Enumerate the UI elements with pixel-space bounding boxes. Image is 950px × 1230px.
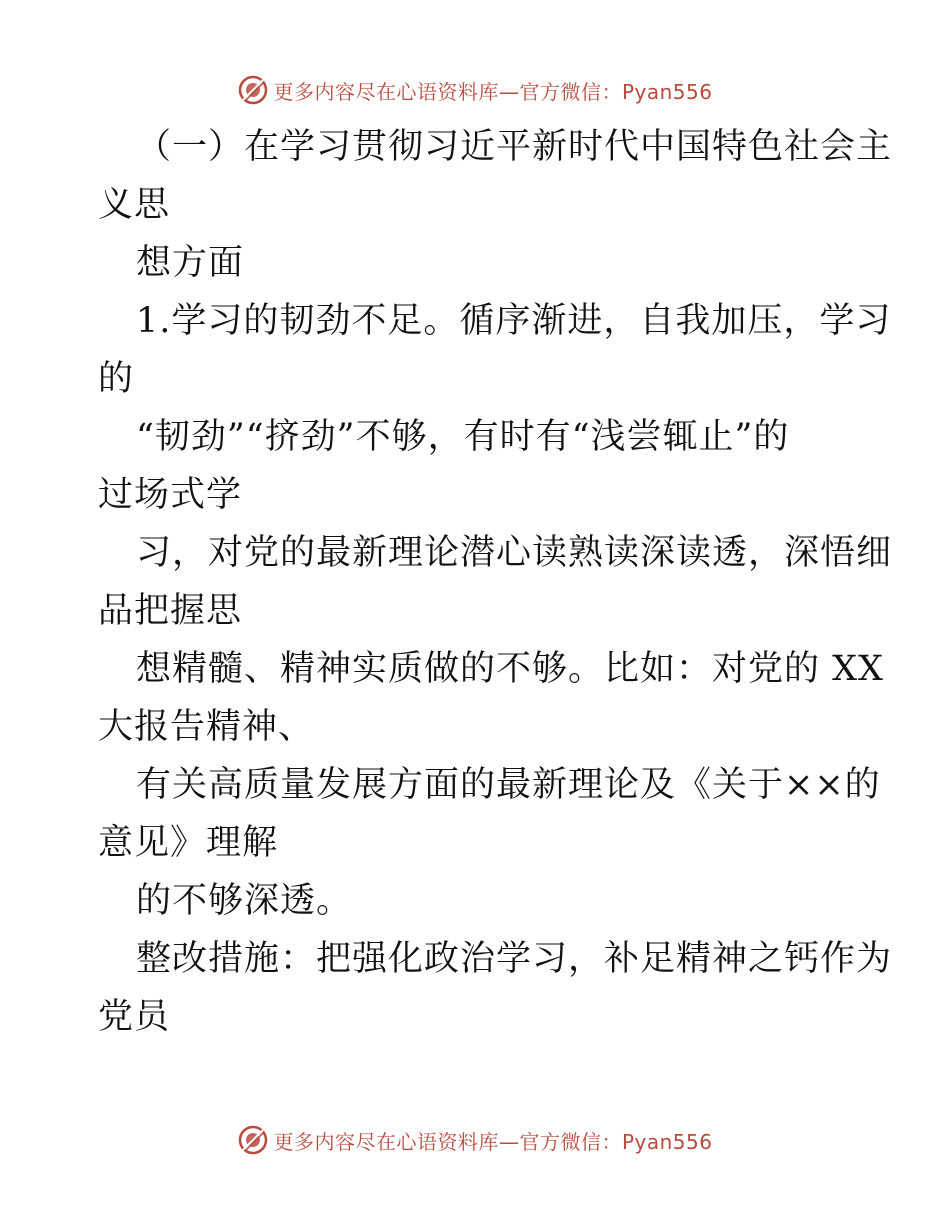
watermark-text: 更多内容尽在心语资料库—官方微信：Pyan556 <box>273 1129 713 1154</box>
text-line: 想精髓、精神实质做的不够。比如：对党的 XX <box>136 649 884 689</box>
footer-watermark-banner <box>0 1120 950 1160</box>
text-line: 品把握思 <box>98 591 243 631</box>
text-line: 过场式学 <box>98 475 243 515</box>
text-line: 整改措施：把强化政治学习，补足精神之钙作为 <box>136 939 893 979</box>
watermark-text: 更多内容尽在心语资料库—官方微信：Pyan556 <box>273 79 713 104</box>
text-line: 习，对党的最新理论潜心读熟读深读透，深悟细 <box>136 533 893 573</box>
text-line: 想方面 <box>136 243 245 283</box>
text-line: “韧劲”“挤劲”不够，有时有“浅尝辄止”的 <box>136 417 790 457</box>
text-line: 有关高质量发展方面的最新理论及《关于××的 <box>136 765 881 805</box>
pen-seal-logo-icon <box>237 1124 269 1156</box>
text-line: 党员 <box>98 997 171 1037</box>
text-line: 的不够深透。 <box>136 881 353 921</box>
pen-seal-logo-icon <box>237 74 269 106</box>
text-line: 义思 <box>98 185 171 225</box>
header-watermark-banner <box>0 70 950 110</box>
text-line: （一）在学习贯彻习近平新时代中国特色社会主 <box>136 127 893 167</box>
text-line: 1.学习的韧劲不足。循序渐进，自我加压，学习 <box>136 301 892 341</box>
text-line: 意见》理解 <box>98 823 279 863</box>
text-line: 大报告精神、 <box>98 707 315 747</box>
document-body <box>98 118 893 1046</box>
text-line: 的 <box>98 359 135 399</box>
